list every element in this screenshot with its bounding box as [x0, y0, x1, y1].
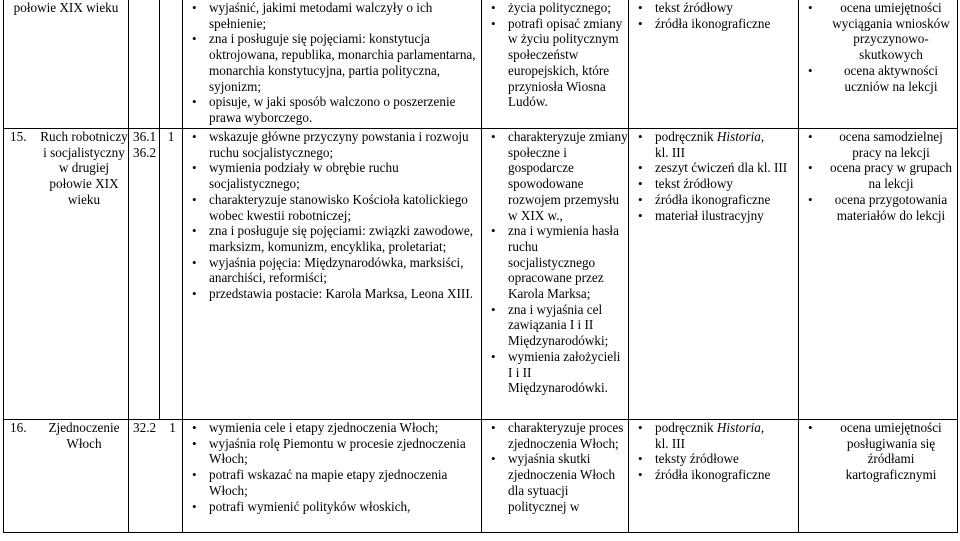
hours-text: 1 — [167, 129, 175, 144]
book-title: Historia, — [716, 129, 765, 144]
extended-list — [482, 0, 628, 110]
list-item: • ocena umiejętności posługiwania się źródłami kartograficznymi — [799, 420, 957, 483]
assessment-list — [799, 420, 957, 483]
subtopic-cell — [129, 420, 183, 533]
list-item: • potrafi wymienić polityków włoskich, — [183, 499, 481, 515]
list-item: • ocena przygotowania materiałów do lekcji — [799, 192, 957, 223]
extended-cell — [482, 420, 629, 533]
requirements-list — [183, 129, 481, 302]
list-item: • materiał ilustracyjny — [629, 208, 798, 224]
extended-list — [482, 420, 628, 514]
list-item — [629, 420, 798, 451]
list-item: • źródła ikonograficzne — [629, 192, 798, 208]
list-item: • źródła ikonograficzne — [629, 16, 798, 32]
materials-list — [629, 129, 798, 223]
topic-cell — [4, 0, 129, 129]
materials-list — [629, 420, 798, 483]
list-item: • wyjaśnić, jakimi metodami walczyły o ich spełnienie; — [183, 0, 481, 31]
book-title: Historia, — [716, 420, 765, 435]
materials-suffix: kl. III — [655, 435, 686, 451]
subtopic-cell — [129, 129, 160, 420]
subtopic-text: 36.1 36.2 — [133, 129, 157, 160]
requirements-cell — [183, 0, 482, 129]
list-item: • charakteryzuje proces zjednoczenia Włoch; — [482, 420, 628, 451]
table-row — [4, 0, 958, 129]
list-item: • charakteryzuje zmiany społeczne i gospodarcze spowodowane rozwojem przemysłu w XIX w., — [482, 129, 628, 223]
assessment-list — [799, 0, 957, 94]
list-item: • ocena samodzielnej pracy na lekcji — [799, 129, 957, 160]
lesson-number: 15. — [10, 129, 27, 144]
requirements-list — [183, 0, 481, 126]
assessment-cell — [799, 129, 958, 420]
topic-text: Zjednoczenie Włoch — [48, 420, 120, 451]
assessment-cell — [799, 0, 958, 129]
list-item: • wskazuje główne przyczyny powstania i rozwoju ruchu socjalistycznego; — [183, 129, 481, 160]
materials-prefix: podręcznik — [655, 420, 717, 435]
topic-text: połowie XIX wieku — [13, 0, 119, 15]
assessment-cell — [799, 420, 958, 533]
list-item: • wyjaśnia rolę Piemontu w procesie zjednoczenia Włoch; — [183, 436, 481, 467]
list-item: • ocena aktywności uczniów na lekcji — [799, 63, 957, 94]
list-item: • opisuje, w jaki sposób walczono o poszerzenie prawa wyborczego. — [183, 94, 481, 125]
list-item: • potrafi opisać zmiany w życiu politycznym społeczeństw europejskich, które przyniosła Wiosna Ludów. — [482, 16, 628, 110]
extended-cell — [482, 129, 629, 420]
list-item: • źródła ikonograficzne — [629, 467, 798, 483]
list-item: • zna i posługuje się pojęciami: konstytucja oktrojowana, republika, monarchia parlamentarna, monarchia konstytucyjna, partia polityczna, syjonizm; — [183, 31, 481, 94]
assessment-list — [799, 129, 957, 223]
list-item: • zna i posługuje się pojęciami: związki zawodowe, marksizm, komunizm, encyklika, proletariat; — [183, 223, 481, 254]
list-item: • potrafi wskazać na mapie etapy zjednoczenia Włoch; — [183, 467, 481, 498]
requirements-list — [183, 420, 481, 514]
list-item: • wymienia podziały w obrębie ruchu socjalistycznego; — [183, 160, 481, 191]
subtopic-text: 32.2 — [133, 420, 157, 435]
list-item: • życia politycznego; — [482, 0, 628, 16]
list-item: • wymienia założycieli I i II Międzynarodówki. — [482, 349, 628, 396]
topic-cell — [4, 129, 129, 420]
table-row — [4, 129, 958, 420]
list-item: • zna i wyjaśnia cel zawiązania I i II Międzynarodówki; — [482, 302, 628, 349]
hours-cell — [160, 0, 183, 129]
lesson-number: 16. — [10, 420, 27, 435]
materials-cell — [629, 129, 799, 420]
requirements-cell — [183, 420, 482, 533]
hours-cell — [160, 129, 183, 420]
topic-text: Ruch robotniczy i socjalistyczny w drugiej połowie XIX wieku — [40, 129, 128, 207]
materials-suffix: kl. III — [655, 144, 686, 160]
topic-cell — [4, 420, 129, 533]
list-item: • ocena pracy w grupach na lekcji — [799, 160, 957, 191]
extended-list — [482, 129, 628, 396]
list-item: • ocena umiejętności wyciągania wniosków przyczynowo-skutkowych — [799, 0, 957, 63]
materials-prefix: podręcznik — [655, 129, 717, 144]
list-item: • zna i wymienia hasła ruchu socjalistycznego opracowane przez Karola Marksa; — [482, 223, 628, 302]
list-item — [629, 129, 798, 160]
list-item: • tekst źródłowy — [629, 0, 798, 16]
curriculum-table — [3, 0, 958, 533]
list-item: • zeszyt ćwiczeń dla kl. III — [629, 160, 798, 176]
list-item: • teksty źródłowe — [629, 451, 798, 467]
table-row — [4, 420, 958, 533]
materials-cell — [629, 0, 799, 129]
materials-cell — [629, 420, 799, 533]
list-item: • charakteryzuje stanowisko Kościoła katolickiego wobec kwestii robotniczej; — [183, 192, 481, 223]
list-item: • przedstawia postacie: Karola Marksa, Leona XIII. — [183, 286, 481, 302]
list-item: • wymienia cele i etapy zjednoczenia Włoch; — [183, 420, 481, 436]
list-item: • tekst źródłowy — [629, 176, 798, 192]
list-item: • wyjaśnia skutki zjednoczenia Włoch dla sytuacji politycznej w — [482, 451, 628, 514]
requirements-cell — [183, 129, 482, 420]
subtopic-cell — [129, 0, 160, 129]
materials-list — [629, 0, 798, 31]
hours-text: 1 — [169, 420, 176, 435]
list-item: • wyjaśnia pojęcia: Międzynarodówka, marksiści, anarchiści, reformiści; — [183, 255, 481, 286]
extended-cell — [482, 0, 629, 129]
